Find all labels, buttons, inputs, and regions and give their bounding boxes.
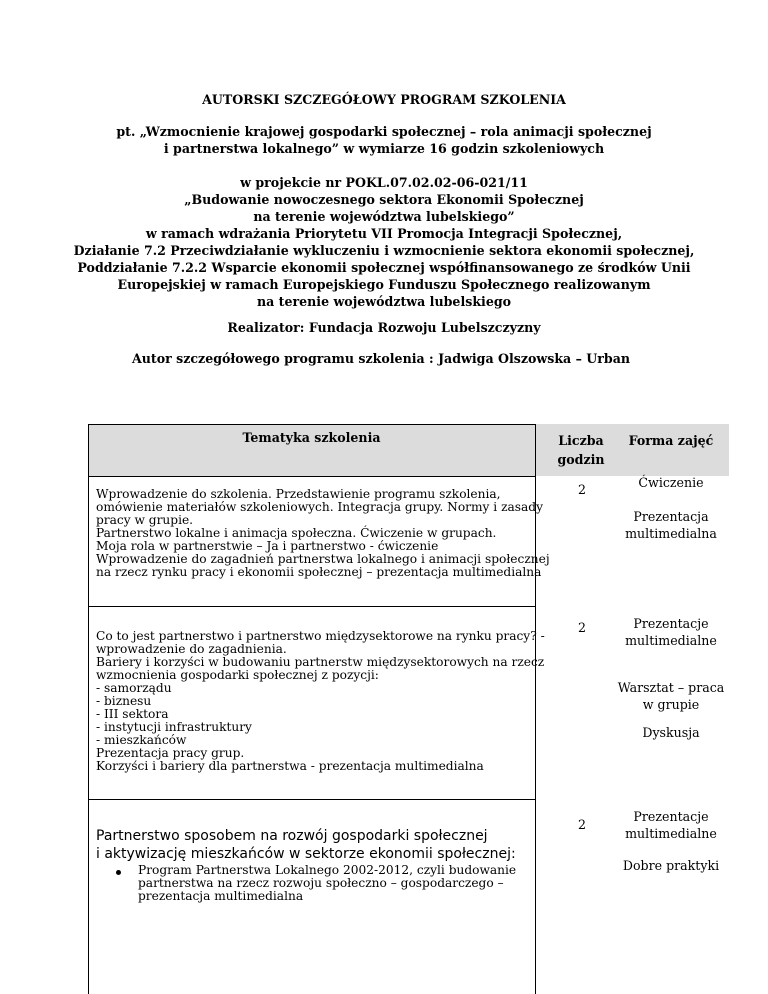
row-2-form-2: multimedialne (625, 633, 717, 648)
project-line-2: „Budowanie nowoczesnego sektora Ekonomii Społecznej (184, 192, 584, 207)
row-1-topic-line-2: omówienie materiałów szkoleniowych. Integracja grupy. Normy i zasady (96, 500, 543, 514)
project-line-3: na terenie województwa lubelskiego” (253, 209, 515, 224)
project-line-8: na terenie województwa lubelskiego (256, 294, 512, 309)
row-2-topic-line-5: - samorządu (96, 681, 172, 695)
training-title-line-1: pt. „Wzmocnienie krajowej gospodarki społecznej – rola animacji społecznej (116, 124, 652, 139)
row-2-topic-line-3: Bariery i korzyści w budowaniu partnerstw międzysektorowych na rzecz (96, 655, 545, 669)
header-hours-line-2: godzin (557, 452, 605, 467)
row-2-bottom-border (88, 799, 536, 800)
row-2-topic-line-1: Co to jest partnerstwo i partnerstwo międzysektorowe na rynku pracy? - (96, 629, 545, 643)
row-2-topic-line-7: - III sektora (96, 707, 169, 721)
row-1-topic-line-5: Moja rola w partnerstwie – Ja i partnerstwo - ćwiczenie (96, 539, 439, 553)
row-1-topic-line-1: Wprowadzenie do szkolenia. Przedstawienie programu szkolenia, (96, 487, 501, 501)
table-border-left (88, 424, 89, 994)
row-2-form-4: w grupie (642, 697, 700, 712)
project-line-4: w ramach wdrażania Priorytetu VII Promocja Integracji Społecznej, (145, 226, 623, 241)
row-1-hours: 2 (577, 482, 586, 497)
row-2-topic-line-10: Prezentacja pracy grup. (96, 746, 245, 760)
header-topic: Tematyka szkolenia (242, 430, 381, 445)
realizator-line: Realizator: Fundacja Rozwoju Lubelszczyzny (227, 320, 541, 335)
row-2-topic-line-8: - instytucji infrastruktury (96, 720, 252, 734)
row-3-topic-heading-line-1: Partnerstwo sposobem na rozwój gospodarki społecznej (96, 828, 488, 844)
row-2-topic-line-6: - biznesu (96, 694, 152, 708)
row-1-topic-line-6: Wprowadzenie do zagadnień partnerstwa lokalnego i animacji społecznej (96, 552, 550, 566)
row-2-form-5: Dyskusja (642, 725, 700, 740)
row-1-form-1: Ćwiczenie (638, 475, 704, 490)
row-3-hours: 2 (577, 817, 586, 832)
row-3-bullet-line-3: prezentacja multimedialna (138, 889, 304, 903)
row-3-topic-heading-line-2: i aktywizację mieszkańców w sektorze ekonomii społecznej: (96, 846, 516, 862)
training-title-line-2: i partnerstwa lokalnego” w wymiarze 16 godzin szkoleniowych (163, 141, 605, 156)
row-2-form-1: Prezentacje (633, 616, 709, 631)
row-3-bullet-line-1: Program Partnerstwa Lokalnego 2002-2012, czyli budowanie (138, 863, 517, 877)
document-title: AUTORSKI SZCZEGÓŁOWY PROGRAM SZKOLENIA (202, 92, 566, 107)
row-2-topic-line-9: - mieszkańców (96, 733, 187, 747)
project-line-7: Europejskiej w ramach Europejskiego Funduszu Społecznego realizowanym (117, 277, 651, 292)
row-2-topic-line-4: wzmocnienia gospodarki społecznej z pozycji: (96, 668, 379, 682)
training-program-table (88, 424, 729, 994)
row-2-hours: 2 (577, 620, 586, 635)
table-border-top (88, 424, 536, 425)
row-1-topic-line-7: na rzecz rynku pracy i ekonomii społecznej – prezentacja multimedialna (96, 565, 542, 579)
row-2-form-3: Warsztat – praca (617, 680, 725, 695)
row-3-form-2: multimedialne (625, 826, 717, 841)
row-1-topic-line-4: Partnerstwo lokalne i animacja społeczna. Ćwiczenie w grupach. (96, 526, 497, 540)
row-1-form-2: Prezentacja (633, 509, 709, 524)
header-hours-line-1: Liczba (558, 433, 604, 448)
row-1-bottom-border (88, 606, 536, 607)
row-1-topic-line-3: pracy w grupie. (96, 513, 194, 527)
project-line-6: Poddziałanie 7.2.2 Wsparcie ekonomii społecznej współfinansowanego ze środków Unii (77, 260, 691, 275)
project-line-5: Działanie 7.2 Przeciwdziałanie wykluczeniu i wzmocnienie sektora ekonomii społecznej, (73, 243, 695, 258)
bullet-icon (116, 870, 121, 875)
header-form: Forma zajęć (628, 433, 714, 448)
row-3-form-1: Prezentacje (633, 809, 709, 824)
author-line: Autor szczegółowego programu szkolenia : Jadwiga Olszowska – Urban (131, 351, 631, 366)
header-bottom-border (88, 476, 536, 477)
row-3-form-3: Dobre praktyki (622, 858, 720, 873)
project-line-1: w projekcie nr POKL.07.02.02-06-021/11 (240, 175, 528, 190)
row-2-topic-line-2: wprowadzenie do zagadnienia. (96, 642, 287, 656)
row-1-form-3: multimedialna (625, 526, 717, 541)
row-2-topic-line-11: Korzyści i bariery dla partnerstwa - prezentacja multimedialna (96, 759, 484, 773)
row-3-bullet-line-2: partnerstwa na rzecz rozwoju społeczno – gospodarczego – (138, 876, 504, 890)
